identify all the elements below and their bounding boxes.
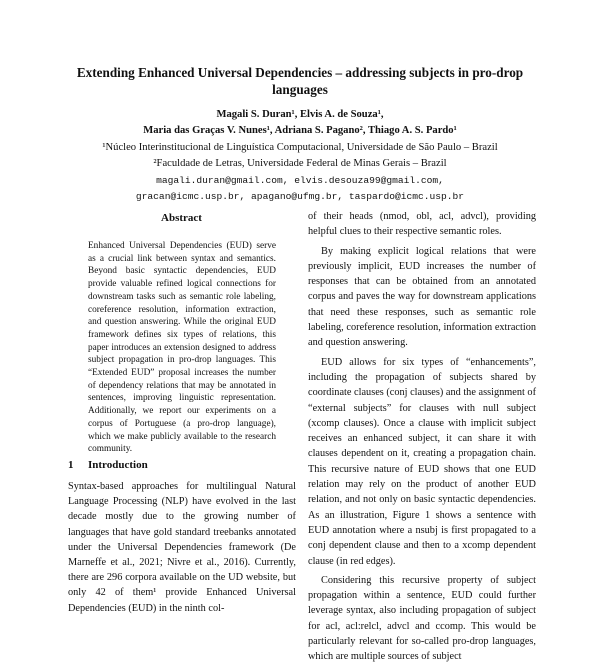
paper-title: Extending Enhanced Universal Dependencies – addressing subjects in pro-drop languages	[76, 65, 524, 97]
section-title: Introduction	[88, 459, 148, 471]
abstract-text: Enhanced Universal Dependencies (EUD) serve as a crucial link between syntax and semantics. Beyond basic syntactic dependencies, EUD provide valuable refined logical connections for downstream tasks such as semantic role labeling, coreference resolution, information extraction, and question answering. While the original EUD framework defines six types of relations, this paper introduces an extension designed to address subject propagation in pro-drop languages. This “Extended EUD” proposal increases the number of dependency relations that may be annotated in sentences, improving linguistic representation. Additionally, we report our experiments on a corpus of Portuguese (a pro-drop language), which we make publicly available to the research community.	[88, 241, 276, 455]
introduction-paragraph: Syntax-based approaches for multilingual Natural Language Processing (NLP) have evolved in the last decade mostly due to the growing number of languages that have gold standard treebanks annotated under the Universal Dependencies framework (De Marneffe et al., 2021; Nivre et al., 2016). Currently, there are 296 corpora available on the UD website, but only 42 of them¹ provide Enhanced Universal Dependencies (EUD) in the ninth col-	[68, 481, 296, 614]
author-block	[40, 107, 560, 205]
right-column	[308, 209, 536, 665]
right-paragraph-1: of their heads (nmod, obl, acl, advcl), providing helpful clues to their respective semantic roles.	[308, 211, 536, 238]
introduction-body	[68, 479, 296, 616]
emails-line-1: magali.duran@gmail.com, elvis.desouza99@gmail.com,	[156, 174, 444, 186]
author-line-1: Magali S. Duran¹, Elvis A. de Souza¹,	[216, 109, 384, 120]
section-heading-introduction	[68, 459, 148, 471]
right-paragraph-4: Considering this recursive property of subject propagation within a sentence, EUD could further leverage syntax, also including propagation of subject for acl, acl:relcl, advcl and ccomp. This would be particularly relevant for so-called pro-drop languages, which are multiple sources of subject	[308, 574, 536, 663]
affiliation-1: ¹Núcleo Interinstitucional de Linguística Computacional, Universidade de São Paulo – Brazil	[102, 141, 498, 153]
abstract-heading: Abstract	[161, 212, 202, 224]
right-paragraph-2: By making explicit logical relations that were previously implicit, EUD increases the number of responses that can be obtained from an annotated corpus and paves the way for downstream applications that need these responses, such as semantic role labeling, coreference resolution, information extraction and question answering.	[308, 245, 536, 349]
author-line-2: Maria das Graças V. Nunes¹, Adriana S. Pagano², Thiago A. S. Pardo¹	[143, 125, 457, 137]
emails-line-2: gracan@icmc.usp.br, apagano@ufmg.br, taspardo@icmc.usp.br	[135, 191, 465, 203]
affiliation-2: ²Faculdade de Letras, Universidade Federal de Minas Gerais – Brazil	[153, 158, 447, 170]
right-paragraph-3: EUD allows for six types of “enhancements”, including the propagation of subjects shared by coordinate clauses (conj clauses) and the assignment of “external subjects” for clauses with null subject (xcomp clauses). Once a clause with implicit subject receives an enhanced subject, it can share it with clauses dependent on it, creating a propagation chain. This recursive nature of EUD shows that one EUD relation may rely on the product of another EUD relation, and not only on basic syntactic dependencies. As an illustration, Figure 1 shows a sentence with EUD annotation where a nsubj is first propagated to a conj dependent clause and then to a xcomp dependent clause (in red edges).	[308, 356, 536, 567]
section-number: 1	[68, 459, 74, 471]
abstract-body	[88, 240, 276, 456]
